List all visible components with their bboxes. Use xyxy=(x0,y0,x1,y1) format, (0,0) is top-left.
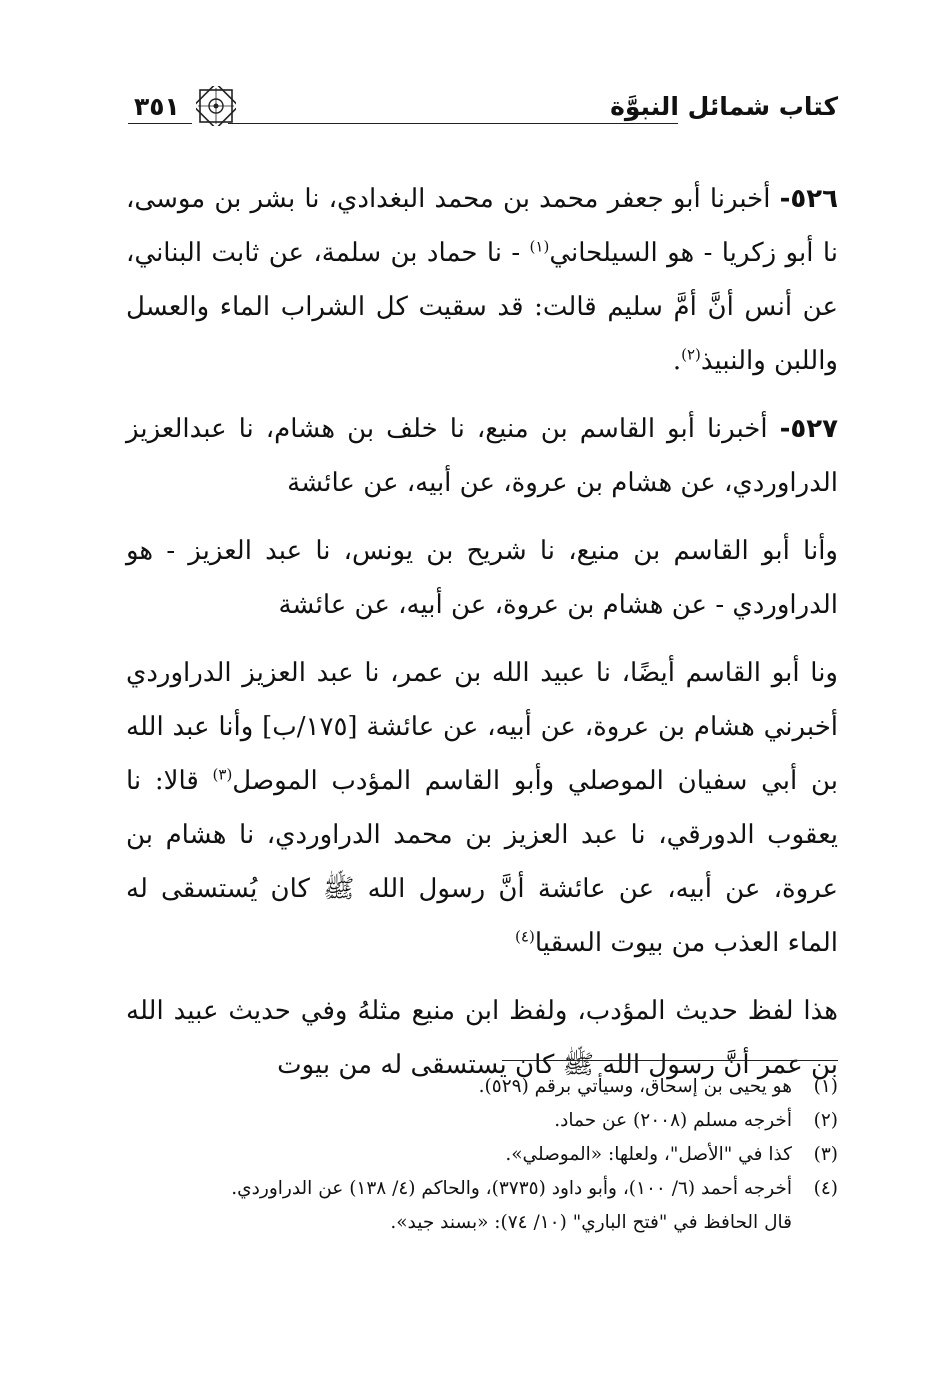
manuscript-folio-marker: [١٧٥/ب] xyxy=(262,712,358,742)
footnote-number: (٢) xyxy=(813,1110,838,1131)
hadith-527 xyxy=(126,402,838,510)
isnad-text-cont: وأنا عبد الله بن أبي سفيان الموصلي وأبو القاسم المؤدب الموصل xyxy=(126,712,838,796)
footnote-text: كذا في "الأصل"، ولعلها: «الموصلي». xyxy=(505,1144,792,1165)
hadith-number: ٥٢٧- xyxy=(779,414,838,444)
isnad-text: وأنا أبو القاسم بن منيع، نا شريح بن يونس، نا عبد العزيز - هو الدراوردي - عن هشام بن عروة، عن أبيه، عن عائشة xyxy=(126,536,838,620)
isnad-paragraph-2 xyxy=(126,524,838,632)
header-rule xyxy=(228,123,678,124)
footnote-text: أخرجه مسلم (٢٠٠٨) عن حماد. xyxy=(554,1110,792,1131)
hadith-text: أخبرنا أبو جعفر محمد بن محمد البغدادي، نا بشر بن موسى، نا أبو زكريا - هو السيلحاني xyxy=(126,184,838,268)
footnote-text: أخرجه أحمد (٦/ ١٠٠)، وأبو داود (٣٧٣٥)، والحاكم (٤/ ١٣٨) عن الدراوردي. xyxy=(231,1178,792,1199)
footnote-ref-4: (٤) xyxy=(515,927,535,946)
footnote-ref-3: (٣) xyxy=(212,765,233,784)
geometric-star-ornament-icon xyxy=(196,86,236,126)
hadith-text-end: . xyxy=(672,346,682,376)
isnad-paragraph-3 xyxy=(126,646,838,970)
hadith-number: ٥٢٦- xyxy=(779,184,838,214)
footnote-number: (٣) xyxy=(813,1144,838,1165)
main-text xyxy=(126,172,838,1106)
commentary-text: هذا لفظ حديث المؤدب، ولفظ ابن منيع مثلهُ وفي حديث عبيد الله بن عمر أنَّ رسول الله ﷺ كان يستسقى له من بيوت xyxy=(126,996,838,1080)
footnote-2 xyxy=(126,1104,838,1138)
page-header xyxy=(128,84,838,132)
footnote-ref-2: (٢) xyxy=(681,345,701,364)
footnote-text: هو يحيى بن إسحاق، وسيأتي برقم (٥٢٩). xyxy=(478,1076,792,1097)
footnote-4 xyxy=(126,1172,838,1206)
isnad-text: ونا أبو القاسم أيضًا، نا عبيد الله بن عمر، نا عبد العزيز الدراوردي أخبرني هشام بن عروة، عن أبيه، عن عائشة xyxy=(126,658,839,742)
footnote-number: (٤) xyxy=(813,1178,838,1199)
footnote-1 xyxy=(126,1070,838,1104)
footnote-3 xyxy=(126,1138,838,1172)
book-title: كتاب شمائل النبوَّة xyxy=(610,92,838,121)
footnote-number: (١) xyxy=(813,1076,838,1097)
hadith-text: أخبرنا أبو القاسم بن منيع، نا خلف بن هشام، نا عبدالعزيز الدراوردي، عن هشام بن عروة، عن أبيه، عن عائشة xyxy=(126,414,838,498)
footnote-separator xyxy=(502,1060,838,1061)
page-number: ٣٥١ xyxy=(134,92,180,121)
isnad-text-cont-2: قالا: نا يعقوب الدورقي، نا عبد العزيز بن محمد الدراوردي، نا هشام بن عروة، عن أبيه، عن عائشة أنَّ رسول الله ﷺ كان يُستسقى له الماء العذب من بيوت السقيا xyxy=(126,766,838,958)
footnote-ref-1: (١) xyxy=(529,237,550,256)
page-number-rule xyxy=(128,123,192,124)
hadith-526 xyxy=(126,172,838,388)
hadith-text-cont: - نا حماد بن سلمة، عن ثابت البناني، عن أنس أنَّ أمَّ سليم قالت: قد سقيت كل الشراب الماء والعسل واللبن والنبيذ xyxy=(126,238,838,376)
footnote-4-continuation: قال الحافظ في "فتح الباري" (١٠/ ٧٤): «بسند جيد». xyxy=(390,1212,792,1233)
footnotes xyxy=(126,1070,838,1240)
